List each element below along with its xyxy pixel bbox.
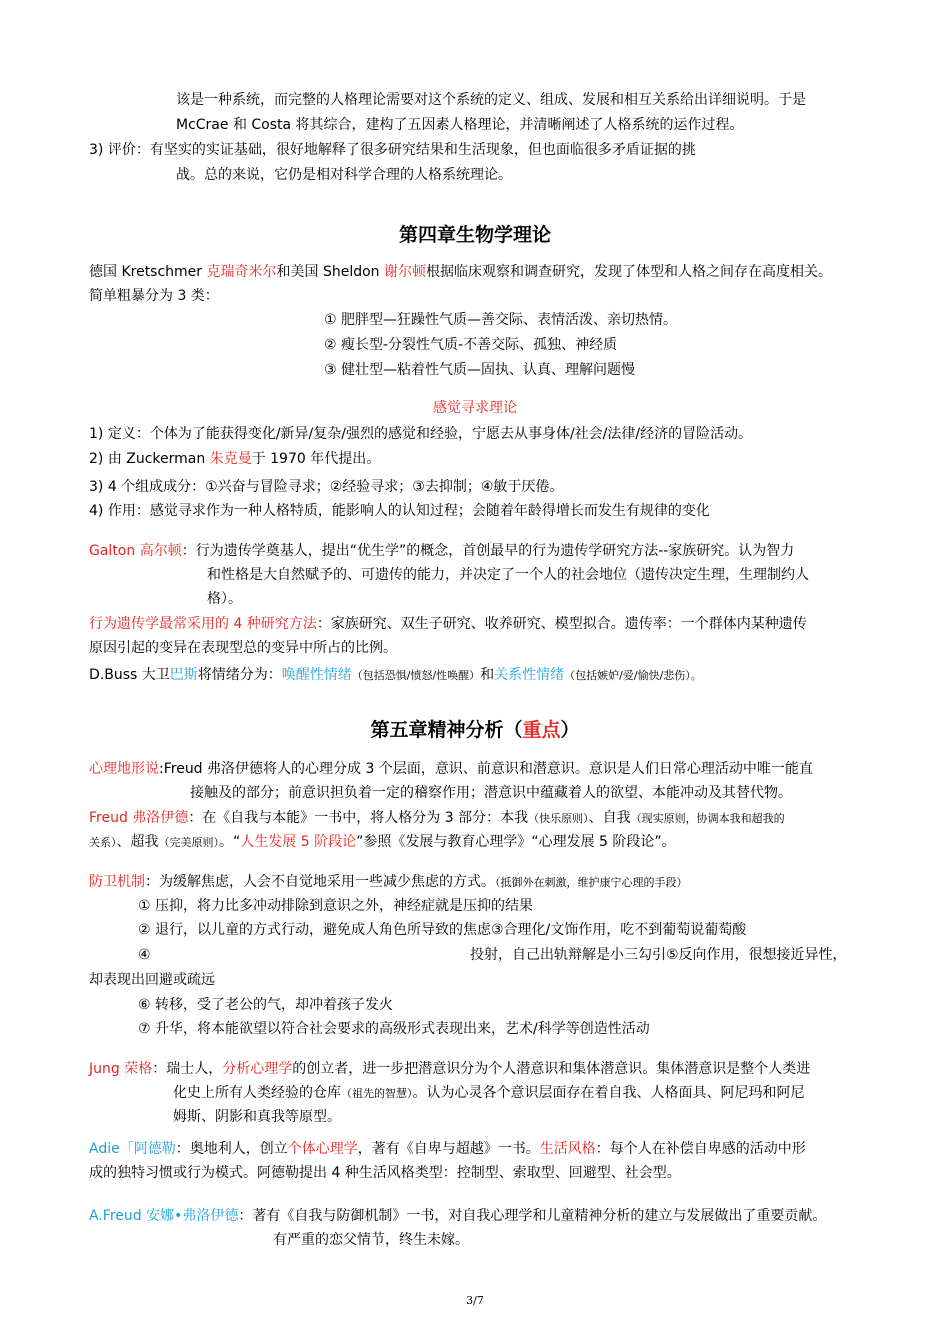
list-item: 却表现出回避或疏远 xyxy=(89,972,215,988)
text-line: D.Buss 大卫巴斯将情绪分为：唤醒性情绪（包括恐惧/愤怒/性唤醒）和关系性情绪（包括嫉妒/爱/愉快/悲伤）。 xyxy=(89,667,702,683)
text-line: 接触及的部分；前意识担负着一定的稽察作用；潜意识中蕴藏着人的欲望、本能冲动及其替代物。 xyxy=(190,785,792,801)
list-item: 3) 4 个组成成分：①兴奋与冒险寻求；②经验寻求；③去抑制；④敏于厌倦。 xyxy=(89,479,564,495)
list-item: ② 瘦长型-分裂性气质-不善交际、孤独、神经质 xyxy=(324,337,618,353)
text-line: A.Freud 安娜•弗洛伊德：著有《自我与防御机制》一书，对自我心理学和儿童精神分析的建立与发展做出了重要贡献。 xyxy=(89,1208,827,1224)
chapter-5-title: 第五章精神分析（重点） xyxy=(370,719,580,741)
text-line: Freud 弗洛伊德：在《自我与本能》一书中，将人格分为 3 部分：本我（快乐原则）、自我（现实原则，协调本我和超我的 xyxy=(89,810,785,826)
text-line: 关系）、超我（完美原则）。“人生发展 5 阶段论”参照《发展与教育心理学》“心理发展 5 阶段论”。 xyxy=(89,834,676,850)
text-line: 3) 评价：有坚实的实证基础，很好地解释了很多研究结果和生活现象，但也面临很多矛盾证据的挑 xyxy=(89,142,696,158)
section-subheading: 感觉寻求理论 xyxy=(433,400,517,416)
text-line: Adie「阿德勒：奥地利人，创立个体心理学，著有《自卑与超越》一书。生活风格：每个人在补偿自卑感的活动中形 xyxy=(89,1141,806,1157)
text-line: 成的独特习惯或行为模式。阿德勒提出 4 种生活风格类型：控制型、索取型、回避型、社会型。 xyxy=(89,1165,681,1181)
text-line: 防卫机制：为缓解焦虑，人会不自觉地采用一些减少焦虑的方式。（抵御外在刺激，维护康宁心理的手段） xyxy=(89,874,688,890)
text-line: 格）。 xyxy=(207,591,242,607)
text-line: 战。总的来说，它仍是相对科学合理的人格系统理论。 xyxy=(176,167,512,183)
text-line: Jung 荣格：瑞士人，分析心理学的创立者，进一步把潜意识分为个人潜意识和集体潜意识。集体潜意识是整个人类进 xyxy=(89,1061,811,1077)
text-line: 行为遗传学最常采用的 4 种研究方法：家族研究、双生子研究、收养研究、模型拟合。遗传率：一个群体内某种遗传 xyxy=(89,616,807,632)
text-line: 有严重的恋父情节，终生未嫁。 xyxy=(273,1232,469,1248)
text-line: 姆斯、阴影和真我等原型。 xyxy=(173,1109,341,1125)
text-line: 心理地形说:Freud 弗洛伊德将人的心理分成 3 个层面，意识、前意识和潜意识。意识是人们日常心理活动中唯一能直 xyxy=(89,761,813,777)
list-item: ④ xyxy=(138,947,151,963)
list-item: ⑦ 升华，将本能欲望以符合社会要求的高级形式表现出来，艺术/科学等创造性活动 xyxy=(138,1021,650,1037)
chapter-4-title: 第四章生物学理论 xyxy=(398,224,551,246)
text-line: 化史上所有人类经验的仓库（祖先的智慧）。认为心灵各个意识层面存在着自我、人格面具、阿尼玛和阿尼 xyxy=(173,1085,805,1101)
list-item: 4) 作用：感觉寻求作为一种人格特质，能影响人的认知过程；会随着年龄得增长而发生有规律的变化 xyxy=(89,503,710,519)
list-item: ① 压抑，将力比多冲动排除到意识之外，神经症就是压抑的结果 xyxy=(138,898,533,914)
list-item: ③ 健壮型—粘着性气质—固执、认真、理解问题慢 xyxy=(324,362,635,378)
text-line: Galton 高尔顿：行为遗传学奠基人，提出“优生学”的概念，首创最早的行为遗传学研究方法--家族研究。认为智力 xyxy=(89,543,795,559)
text-line: 德国 Kretschmer 克瑞奇米尔和美国 Sheldon 谢尔顿根据临床观察和调查研究，发现了体型和人格之间存在高度相关。 xyxy=(89,264,833,280)
list-item: ② 退行，以儿童的方式行动，避免成人角色所导致的焦虑③合理化/文饰作用，吃不到葡萄说葡萄酸 xyxy=(138,922,747,938)
list-item: 1) 定义：个体为了能获得变化/新异/复杂/强烈的感觉和经验，宁愿去从事身体/社会/法律/经济的冒险活动。 xyxy=(89,426,753,442)
list-item: ① 肥胖型—狂躁性气质—善交际、表情活泼、亲切热情。 xyxy=(324,312,677,328)
text-line: 和性格是大自然赋予的、可遗传的能力，并决定了一个人的社会地位（遗传决定生理，生理制约人 xyxy=(207,567,809,583)
text-line: 该是一种系统，而完整的人格理论需要对这个系统的定义、组成、发展和相互关系给出详细说明。于是 xyxy=(176,92,806,108)
page-number: 3/7 xyxy=(466,1294,484,1307)
list-item: 投射，自己出轨辩解是小三勾引⑤反向作用，很想接近异性， xyxy=(470,947,847,963)
text-line: 原因引起的变异在表现型总的变异中所占的比例。 xyxy=(89,640,397,656)
list-item: ⑥ 转移，受了老公的气，却冲着孩子发火 xyxy=(138,997,393,1013)
text-line: 简单粗暴分为 3 类： xyxy=(89,288,219,304)
list-item: 2) 由 Zuckerman 朱克曼于 1970 年代提出。 xyxy=(89,451,381,467)
text-line: McCrae 和 Costa 将其综合，建构了五因素人格理论，并清晰阐述了人格系统的运作过程。 xyxy=(176,117,744,133)
